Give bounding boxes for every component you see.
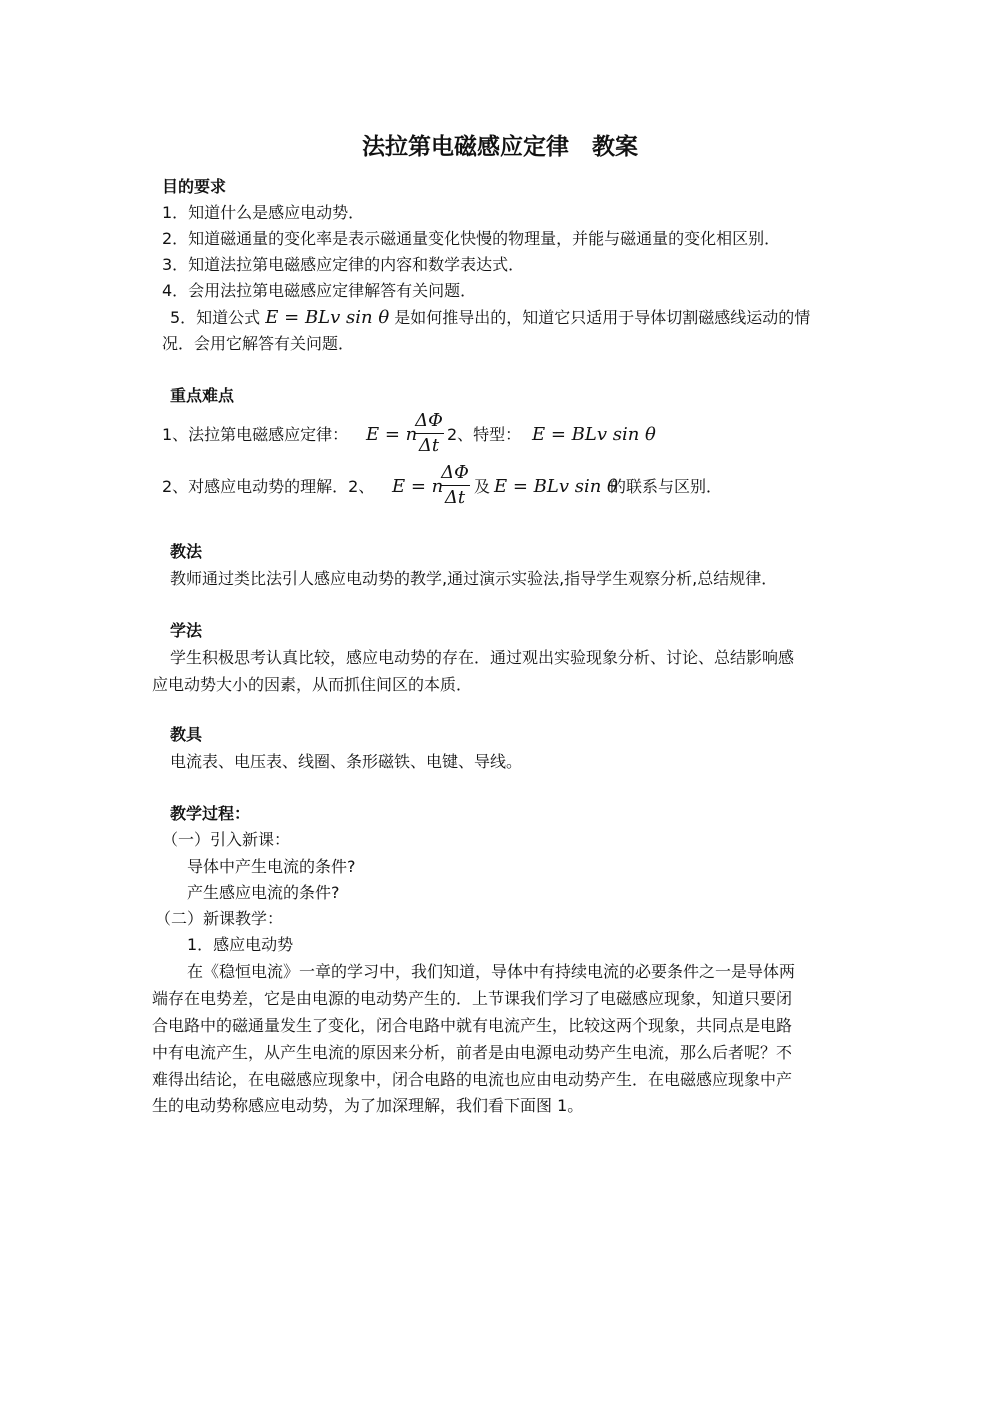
keypoint-line-2-text: 2、对感应电动势的理解．2、 [162, 477, 375, 496]
process-new-label: （二）新课教学： [155, 909, 284, 928]
process-paragraph-line-4: 中有电流产生，从产生电流的原因来分析，前者是由电源电动势产生电流，那么后者呢？不 [152, 1043, 793, 1062]
keypoint-line-2-mid: 及 [474, 477, 491, 496]
fraction-bar [414, 433, 444, 434]
process-intro-label: （一）引入新课： [162, 830, 291, 849]
formula-fraction-delta-phi-over-delta-t-2 [440, 462, 470, 509]
objective-item-5 [170, 308, 810, 328]
objective-item-1: 1．知道什么是感应电动势． [162, 203, 365, 222]
fraction-numerator: ΔΦ [415, 410, 443, 431]
process-paragraph-line-5: 难得出结论，在电磁感应现象中，闭合电路的电流也应由电动势产生．在电磁感应现象中产 [152, 1070, 793, 1089]
fraction-numerator: ΔΦ [441, 462, 469, 483]
process-paragraph-line-2: 端存在电势差，它是由电源的电动势产生的．上节课我们学习了电磁感应现象，知道只要闭 [152, 989, 793, 1008]
formula-faraday-lhs: E = n [366, 424, 418, 445]
tools-heading: 教具 [170, 725, 203, 744]
formula-special-case: E = BLv sin θ [532, 424, 656, 445]
tools-text: 电流表、电压表、线圈、条形磁铁、电键、导线。 [170, 752, 523, 771]
objective-item-5-prefix: 5．知道公式 [170, 308, 261, 327]
objectives-heading: 目的要求 [162, 177, 227, 196]
objective-item-3: 3．知道法拉第电磁感应定律的内容和数学表达式． [162, 255, 525, 274]
fraction-bar [440, 485, 470, 486]
process-section-1: 1．感应电动势 [187, 935, 294, 954]
process-heading: 教学过程： [170, 804, 251, 823]
objective-item-5-suffix: 是如何推导出的，知道它只适用于导体切割磁感线运动的情 [394, 308, 811, 327]
process-question-1: 导体中产生电流的条件? [187, 857, 356, 876]
process-question-2: 产生感应电流的条件? [187, 883, 340, 902]
objective-item-5-continued: 况．会用它解答有关问题． [162, 334, 355, 353]
keypoints-heading: 重点难点 [170, 386, 235, 405]
keypoint-line-2-suffix: 的联系与区别． [610, 477, 723, 496]
formula-special-case-2: E = BLv sin θ [494, 476, 618, 497]
teaching-method-heading: 教法 [170, 542, 203, 561]
teaching-method-text: 教师通过类比法引人感应电动势的教学,通过演示实验法,指导学生观察分析,总结规律． [170, 569, 778, 588]
learning-method-line-1: 学生积极思考认真比较，感应电动势的存在．通过观出实验现象分析、讨论、总结影响感 [170, 648, 795, 667]
learning-method-heading: 学法 [170, 621, 203, 640]
formula-e-blv-sin: E = BLv sin θ [265, 307, 390, 328]
fraction-denominator: Δt [444, 487, 466, 508]
fraction-denominator: Δt [418, 435, 440, 456]
keypoint-line-1-text: 1、法拉第电磁感应定律： [162, 425, 349, 444]
process-paragraph-line-1: 在《稳恒电流》一章的学习中，我们知道，导体中有持续电流的必要条件之一是导体两 [187, 962, 796, 981]
keypoint-line-1-mid: 2、特型： [447, 425, 522, 444]
formula-fraction-delta-phi-over-delta-t [414, 410, 444, 457]
document-title: 法拉第电磁感应定律 教案 [362, 134, 638, 160]
objective-item-4: 4．会用法拉第电磁感应定律解答有关问题． [162, 281, 477, 300]
learning-method-line-2: 应电动势大小的因素，从而抓住间区的本质． [152, 675, 473, 694]
formula-faraday-lhs-2: E = n [392, 476, 444, 497]
process-paragraph-line-3: 合电路中的磁通量发生了变化，闭合电路中就有电流产生，比较这两个现象，共同点是电路 [152, 1016, 793, 1035]
process-paragraph-line-6: 生的电动势称感应电动势，为了加深理解，我们看下面图 1。 [152, 1096, 584, 1115]
objective-item-2: 2．知道磁通量的变化率是表示磁通量变化快慢的物理量，并能与磁通量的变化相区别． [162, 229, 781, 248]
